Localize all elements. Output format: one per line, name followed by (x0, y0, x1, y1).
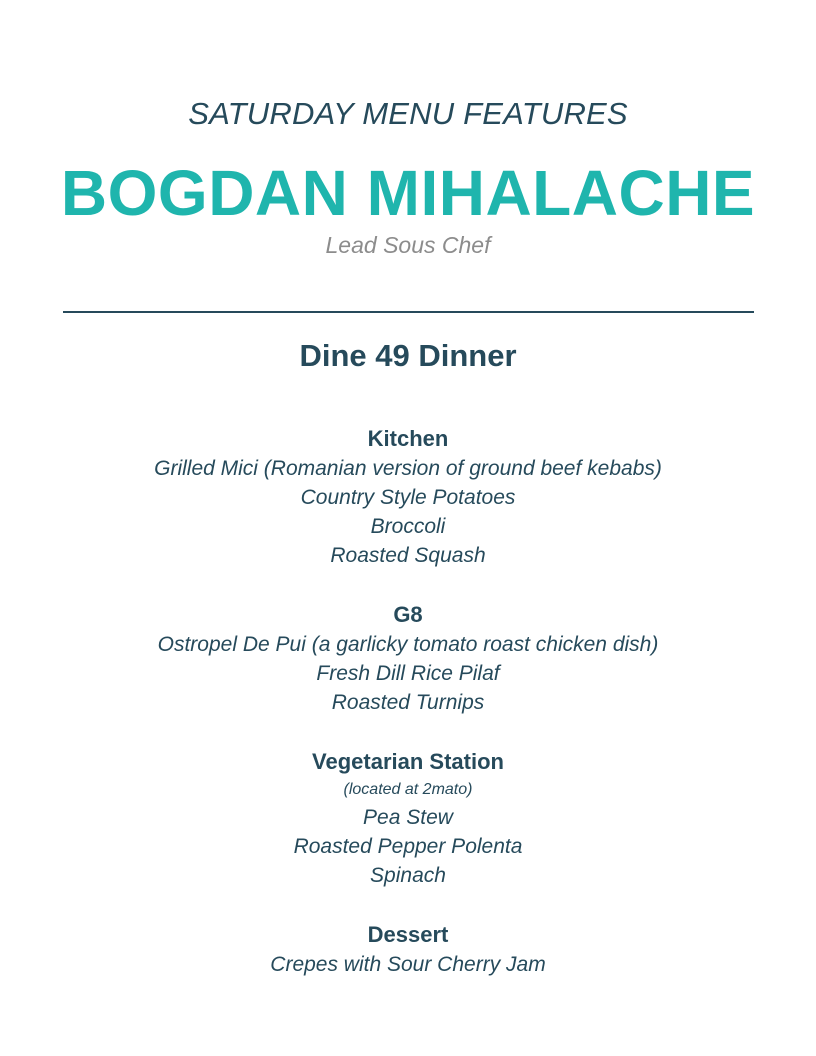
section-kitchen (0, 424, 816, 570)
section-title: Kitchen (367, 426, 449, 451)
section-note: (located at 2mato) (343, 781, 473, 798)
dish-item: Broccoli (370, 515, 446, 538)
menu-title: Dine 49 Dinner (299, 338, 517, 373)
dish-item: Fresh Dill Rice Pilaf (316, 662, 500, 685)
section-vegetarian-station (0, 747, 816, 890)
dish-item: Roasted Turnips (331, 691, 485, 714)
dish-item: Crepes with Sour Cherry Jam (270, 953, 546, 976)
menu-sections (0, 424, 816, 1009)
dish-item: Roasted Squash (330, 544, 486, 567)
section-title: Dessert (367, 922, 449, 947)
dish-item: Spinach (370, 864, 446, 887)
section-g8 (0, 600, 816, 717)
menu-kicker: SATURDAY MENU FEATURES (188, 96, 628, 131)
chef-name: BOGDAN MIHALACHE (60, 157, 756, 229)
dish-item: Grilled Mici (Romanian version of ground beef kebabs) (154, 457, 662, 480)
dish-item: Ostropel De Pui (a garlicky tomato roast chicken dish) (157, 633, 659, 656)
section-title: Vegetarian Station (312, 749, 504, 774)
dish-item: Pea Stew (363, 806, 453, 829)
dish-item: Country Style Potatoes (300, 486, 516, 509)
chef-role: Lead Sous Chef (325, 232, 491, 258)
divider (63, 311, 754, 313)
section-title: G8 (393, 602, 423, 627)
section-dessert (0, 920, 816, 979)
dish-item: Roasted Pepper Polenta (293, 835, 523, 858)
